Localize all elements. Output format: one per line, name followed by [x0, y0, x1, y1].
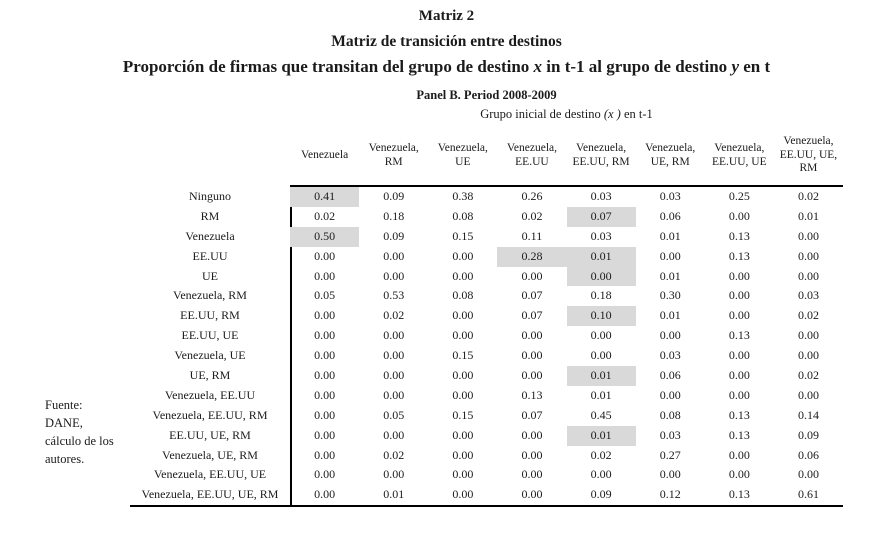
data-cell: 0.00: [521, 447, 543, 462]
variable-x: x: [533, 57, 543, 76]
data-cell: 0.02: [521, 208, 543, 223]
data-cell: 0.09: [383, 189, 405, 203]
data-cell: 0.10: [567, 306, 636, 326]
data-cell: 0.00: [659, 328, 681, 343]
data-cell: 0.02: [797, 368, 819, 383]
axis-label-text-a: Grupo inicial de destino: [480, 107, 604, 121]
data-cell: 0.08: [452, 208, 474, 223]
data-cell: 0.00: [590, 328, 612, 343]
data-cell: 0.00: [797, 387, 819, 402]
data-cell: 0.15: [452, 228, 474, 243]
data-cell: 0.00: [590, 467, 612, 482]
data-cell: 0.08: [659, 407, 681, 422]
data-cell: 0.00: [314, 427, 336, 442]
source-note-line: autores.: [45, 452, 85, 466]
column-header: Venezuela, RM: [368, 142, 419, 168]
row-label: UE: [202, 268, 218, 283]
data-cell: 0.50: [290, 227, 359, 247]
data-cell: 0.00: [383, 348, 405, 363]
data-cell: 0.00: [521, 368, 543, 383]
data-cell: 0.26: [521, 189, 543, 203]
data-cell: 0.00: [521, 487, 543, 502]
data-cell: 0.00: [728, 447, 750, 462]
row-label: EE.UU, RM: [180, 308, 240, 323]
data-cell: 0.05: [314, 288, 336, 303]
data-cell: 0.03: [797, 288, 819, 303]
row-label: Venezuela, EE.UU: [164, 387, 256, 402]
row-label: Venezuela, UE, RM: [162, 447, 258, 462]
data-cell: 0.00: [728, 368, 750, 383]
data-cell: 0.01: [797, 208, 819, 223]
column-header: Venezuela, UE, RM: [645, 142, 696, 168]
data-cell: 0.00: [314, 248, 336, 263]
data-cell: 0.00: [797, 228, 819, 243]
row-label: UE, RM: [189, 368, 231, 383]
data-cell: 0.01: [659, 228, 681, 243]
description-text-b: in t-1 al grupo de destino: [542, 57, 732, 76]
description-text-c: en t: [738, 57, 771, 76]
data-cell: 0.00: [452, 387, 474, 402]
data-cell: 0.00: [521, 328, 543, 343]
row-label: Venezuela: [185, 228, 235, 243]
data-cell: 0.00: [314, 328, 336, 343]
data-cell: 0.02: [383, 447, 405, 462]
data-cell: 0.00: [452, 328, 474, 343]
data-cell: 0.00: [452, 467, 474, 482]
data-cell: 0.13: [728, 248, 750, 263]
data-cell: 0.41: [290, 187, 359, 207]
data-cell: 0.15: [452, 348, 474, 363]
data-cell: 0.00: [314, 387, 336, 402]
axis-label-text-b: en t-1: [620, 107, 653, 121]
data-cell: 0.01: [567, 247, 636, 267]
panel-title: Panel B. Period 2008-2009: [416, 88, 557, 102]
data-cell: 0.00: [314, 447, 336, 462]
column-header: Venezuela, EE.UU: [506, 142, 557, 168]
row-label: Venezuela, EE.UU, UE: [153, 467, 267, 482]
data-cell: 0.03: [659, 427, 681, 442]
data-cell: 0.01: [567, 426, 636, 446]
source-note-line: DANE,: [45, 416, 83, 430]
data-cell: 0.07: [567, 207, 636, 227]
source-note-line: Fuente:: [45, 398, 83, 412]
description-text-a: Proporción de firmas que transitan del grupo de destino: [122, 57, 534, 76]
data-cell: 0.00: [383, 427, 405, 442]
data-cell: 0.00: [314, 407, 336, 422]
data-cell: 0.07: [521, 288, 543, 303]
axis-variable-x: (x ): [603, 107, 621, 121]
row-label: Venezuela, UE: [174, 348, 246, 363]
data-cell: 0.00: [521, 467, 543, 482]
data-cell: 0.13: [728, 427, 750, 442]
source-note: [45, 396, 157, 468]
source-note-line: cálculo de los: [45, 434, 114, 448]
row-label: Venezuela, EE.UU, UE, RM: [141, 487, 279, 502]
data-cell: 0.02: [314, 208, 336, 223]
data-cell: 0.53: [383, 288, 405, 303]
data-cell: 0.00: [383, 268, 405, 283]
data-cell: 0.00: [452, 368, 474, 383]
data-cell: 0.00: [797, 268, 819, 283]
variable-y: y: [731, 57, 739, 76]
data-cell: 0.27: [659, 447, 681, 462]
row-label: Venezuela, EE.UU, RM: [152, 407, 268, 422]
column-header: Venezuela, EE.UU, RM: [572, 142, 630, 168]
table-body: [130, 187, 843, 505]
data-cell: 0.00: [383, 387, 405, 402]
data-cell: 0.08: [452, 288, 474, 303]
data-cell: 0.00: [314, 348, 336, 363]
data-cell: 0.00: [797, 348, 819, 363]
data-cell: 0.00: [728, 348, 750, 363]
data-cell: 0.00: [452, 248, 474, 263]
data-cell: 0.06: [797, 447, 819, 462]
column-header: Venezuela, EE.UU, UE, RM: [779, 135, 838, 175]
data-cell: 0.03: [590, 189, 612, 203]
data-cell: 0.00: [567, 267, 636, 287]
data-cell: 0.00: [383, 328, 405, 343]
data-cell: 0.00: [728, 467, 750, 482]
data-cell: 0.00: [383, 248, 405, 263]
data-cell: 0.15: [452, 407, 474, 422]
data-cell: 0.00: [797, 328, 819, 343]
data-cell: 0.13: [728, 487, 750, 502]
row-label: EE.UU, UE, RM: [169, 427, 251, 442]
data-cell: 0.30: [659, 288, 681, 303]
column-header: Venezuela, EE.UU, UE: [712, 142, 767, 168]
data-cell: 0.00: [728, 208, 750, 223]
data-cell: 0.00: [659, 387, 681, 402]
data-cell: 0.07: [521, 407, 543, 422]
data-cell: 0.38: [452, 189, 474, 203]
data-cell: 0.02: [590, 447, 612, 462]
data-cell: 0.00: [314, 268, 336, 283]
data-cell: 0.09: [590, 487, 612, 502]
data-cell: 0.05: [383, 407, 405, 422]
data-cell: 0.12: [659, 487, 681, 502]
column-header: Venezuela: [300, 148, 349, 161]
data-cell: 0.00: [452, 268, 474, 283]
data-cell: 0.02: [383, 308, 405, 323]
matrix-subtitle: Matriz de transición entre destinos: [331, 33, 562, 50]
data-cell: 0.13: [521, 387, 543, 402]
data-cell: 0.13: [728, 328, 750, 343]
data-cell: 0.00: [314, 467, 336, 482]
data-cell: 0.02: [797, 189, 819, 203]
data-cell: 0.00: [590, 348, 612, 363]
title-block: [0, 8, 893, 77]
column-header-row: [130, 125, 843, 186]
data-cell: 0.28: [497, 247, 566, 267]
data-cell: 0.00: [452, 427, 474, 442]
data-cell: 0.18: [383, 208, 405, 223]
data-cell: 0.00: [659, 248, 681, 263]
data-cell: 0.03: [659, 189, 681, 203]
initial-group-axis-label: [290, 107, 843, 122]
row-label: RM: [200, 208, 220, 223]
data-cell: 0.07: [521, 308, 543, 323]
row-label: EE.UU, UE: [181, 328, 239, 343]
data-cell: 0.00: [452, 447, 474, 462]
data-cell: 0.03: [659, 348, 681, 363]
row-label: Venezuela, RM: [173, 288, 247, 303]
transition-matrix-table: [130, 88, 843, 518]
data-cell: 0.09: [797, 427, 819, 442]
row-label: EE.UU: [192, 248, 228, 263]
data-cell: 0.00: [452, 487, 474, 502]
data-cell: 0.00: [728, 268, 750, 283]
data-cell: 0.00: [797, 248, 819, 263]
data-cell: 0.00: [728, 288, 750, 303]
data-cell: 0.25: [728, 189, 750, 203]
data-cell: 0.09: [383, 228, 405, 243]
data-cell: 0.00: [314, 368, 336, 383]
data-cell: 0.01: [590, 387, 612, 402]
data-cell: 0.01: [567, 366, 636, 386]
data-cell: 0.00: [314, 487, 336, 502]
data-cell: 0.00: [797, 467, 819, 482]
data-cell: 0.02: [797, 308, 819, 323]
data-cell: 0.00: [452, 308, 474, 323]
data-cell: 0.00: [521, 427, 543, 442]
data-cell: 0.61: [797, 487, 819, 502]
data-cell: 0.06: [659, 208, 681, 223]
column-header: Venezuela, UE: [437, 142, 488, 168]
data-cell: 0.13: [728, 407, 750, 422]
data-cell: 0.06: [659, 368, 681, 383]
data-cell: 0.14: [797, 407, 819, 422]
matrix-number-title: Matriz 2: [418, 8, 475, 24]
data-cell: 0.45: [590, 407, 612, 422]
data-cell: 0.00: [521, 348, 543, 363]
row-label: Ninguno: [189, 189, 231, 203]
data-cell: 0.00: [728, 308, 750, 323]
matrix-description: [0, 57, 893, 77]
data-cell: 0.03: [590, 228, 612, 243]
data-cell: 0.13: [728, 228, 750, 243]
data-cell: 0.00: [383, 467, 405, 482]
data-cell: 0.11: [521, 228, 543, 243]
data-cell: 0.18: [590, 288, 612, 303]
data-cell: 0.00: [314, 308, 336, 323]
data-cell: 0.01: [659, 308, 681, 323]
data-cell: 0.00: [383, 368, 405, 383]
data-cell: 0.01: [659, 268, 681, 283]
data-cell: 0.00: [728, 387, 750, 402]
table-bottom-rule: [130, 505, 843, 507]
data-cell: 0.00: [521, 268, 543, 283]
data-cell: 0.00: [659, 467, 681, 482]
data-cell: 0.01: [383, 487, 405, 502]
